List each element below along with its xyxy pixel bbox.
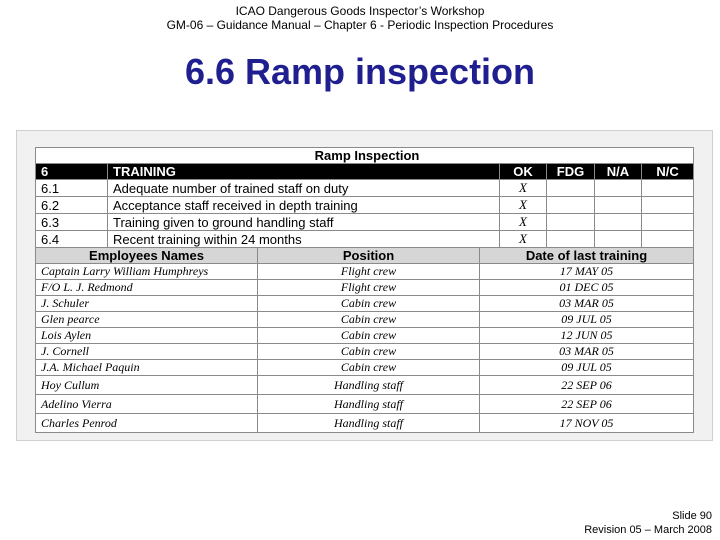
employee-row xyxy=(36,312,694,328)
na-mark xyxy=(595,197,642,214)
workshop-title: ICAO Dangerous Goods Inspector’s Workshop xyxy=(235,4,485,18)
training-date-header: Date of last training xyxy=(480,248,694,264)
item-text: Recent training within 24 months xyxy=(108,231,500,248)
fdg-mark xyxy=(547,214,595,231)
employee-name: Lois Aylen xyxy=(36,328,258,344)
employees-header-row xyxy=(36,248,694,264)
nc-mark xyxy=(642,214,694,231)
last-training-date: 17 NOV 05 xyxy=(480,414,694,433)
employee-position: Cabin crew xyxy=(258,360,480,376)
last-training-date: 17 MAY 05 xyxy=(480,264,694,280)
employee-row xyxy=(36,280,694,296)
fdg-mark xyxy=(547,231,595,248)
training-item-row xyxy=(36,197,694,214)
employee-row xyxy=(36,264,694,280)
employee-position: Handling staff xyxy=(258,376,480,395)
employee-name: Captain Larry William Humphreys xyxy=(36,264,258,280)
training-header-row xyxy=(36,164,694,180)
last-training-date: 22 SEP 06 xyxy=(480,395,694,414)
employee-position: Cabin crew xyxy=(258,312,480,328)
employee-name: F/O L. J. Redmond xyxy=(36,280,258,296)
employee-name: J. Cornell xyxy=(36,344,258,360)
training-item-row xyxy=(36,231,694,248)
employee-row xyxy=(36,395,694,414)
employee-position: Cabin crew xyxy=(258,328,480,344)
fdg-mark xyxy=(547,197,595,214)
item-number: 6.4 xyxy=(36,231,108,248)
employee-name: J. Schuler xyxy=(36,296,258,312)
employee-position: Flight crew xyxy=(258,280,480,296)
revision-label: Revision 05 – March 2008 xyxy=(584,524,712,536)
employee-position: Handling staff xyxy=(258,395,480,414)
employee-row xyxy=(36,344,694,360)
slide-title: 6.6 Ramp inspection xyxy=(184,51,536,92)
last-training-date: 09 JUL 05 xyxy=(480,360,694,376)
form-title: Ramp Inspection xyxy=(36,148,694,164)
fdg-mark xyxy=(547,180,595,197)
fdg-column-header: FDG xyxy=(547,164,595,180)
section-number: 6 xyxy=(36,164,108,180)
employee-name: Adelino Vierra xyxy=(36,395,258,414)
training-table xyxy=(35,147,694,248)
employee-name: J.A. Michael Paquin xyxy=(36,360,258,376)
employee-row xyxy=(36,414,694,433)
na-mark xyxy=(595,180,642,197)
last-training-date: 03 MAR 05 xyxy=(480,344,694,360)
item-number: 6.2 xyxy=(36,197,108,214)
training-item-row xyxy=(36,180,694,197)
nc-mark xyxy=(642,180,694,197)
ramp-inspection-form xyxy=(35,147,693,433)
ok-mark: X xyxy=(500,197,547,214)
ok-mark: X xyxy=(500,180,547,197)
ok-mark: X xyxy=(500,214,547,231)
section-title: TRAINING xyxy=(108,164,500,180)
na-mark xyxy=(595,231,642,248)
ok-mark: X xyxy=(500,231,547,248)
last-training-date: 01 DEC 05 xyxy=(480,280,694,296)
employee-name: Glen pearce xyxy=(36,312,258,328)
employee-name: Hoy Cullum xyxy=(36,376,258,395)
employee-position: Handling staff xyxy=(258,414,480,433)
item-number: 6.3 xyxy=(36,214,108,231)
form-title-row xyxy=(36,148,694,164)
nc-column-header: N/C xyxy=(642,164,694,180)
ok-column-header: OK xyxy=(500,164,547,180)
training-item-row xyxy=(36,214,694,231)
nc-mark xyxy=(642,231,694,248)
employee-position: Cabin crew xyxy=(258,296,480,312)
na-mark xyxy=(595,214,642,231)
last-training-date: 09 JUL 05 xyxy=(480,312,694,328)
last-training-date: 12 JUN 05 xyxy=(480,328,694,344)
manual-subtitle: GM-06 – Guidance Manual – Chapter 6 - Periodic Inspection Procedures xyxy=(166,18,554,32)
employee-position: Flight crew xyxy=(258,264,480,280)
item-number: 6.1 xyxy=(36,180,108,197)
item-text: Acceptance staff received in depth training xyxy=(108,197,500,214)
employee-position: Cabin crew xyxy=(258,344,480,360)
employee-row xyxy=(36,296,694,312)
last-training-date: 03 MAR 05 xyxy=(480,296,694,312)
employee-row xyxy=(36,328,694,344)
position-header: Position xyxy=(258,248,480,264)
nc-mark xyxy=(642,197,694,214)
employee-row xyxy=(36,376,694,395)
item-text: Training given to ground handling staff xyxy=(108,214,500,231)
employee-name-header: Employees Names xyxy=(36,248,258,264)
slide-number: Slide 90 xyxy=(672,510,712,522)
item-text: Adequate number of trained staff on duty xyxy=(108,180,500,197)
na-column-header: N/A xyxy=(595,164,642,180)
employees-table xyxy=(35,247,694,433)
last-training-date: 22 SEP 06 xyxy=(480,376,694,395)
employee-name: Charles Penrod xyxy=(36,414,258,433)
employee-row xyxy=(36,360,694,376)
